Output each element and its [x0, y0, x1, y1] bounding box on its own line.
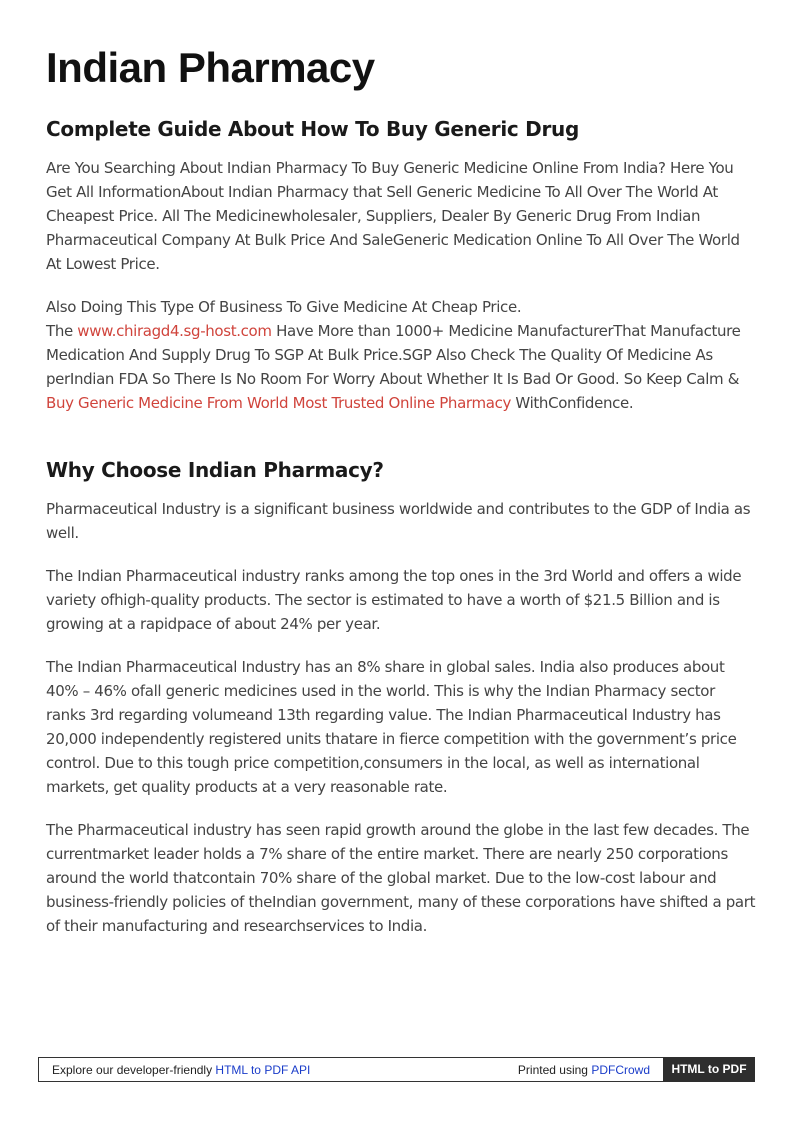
business-middle: Have More than 1000+ Medicine ManufacturerThat Manufacture Medication And Supply Drug To SGP At Bulk Price.SGP Also Check The Quality Of Medicine As perIndian FDA So There Is No Room For Worry About Whether It Is Bad Or Good. So Keep Calm & — [46, 322, 741, 388]
footer-explore — [52, 1063, 310, 1077]
footer-printed — [518, 1063, 650, 1077]
business-line-1: Also Doing This Type Of Business To Give Medicine At Cheap Price. — [46, 298, 522, 316]
html-to-pdf-api-link[interactable]: HTML to PDF API — [215, 1063, 311, 1077]
why-paragraph-2: The Indian Pharmaceutical industry ranks among the top ones in the 3rd World and offers a wide variety ofhigh-quality products. The sector is estimated to have a worth of $21.5 Billion and is growing at a rapidpace of about 24% per year. — [46, 567, 742, 633]
why-paragraph-3: The Indian Pharmaceutical Industry has an 8% share in global sales. India also produces about 40% – 46% ofall generic medicines used in the world. This is why the Indian Pharmacy sector ranks 3rd regarding volumeand 13th regarding value. The Indian Pharmaceutical Industry has 20,000 independently registered units thatare in fierce competition with the government’s price control. Due to this tough price competition,consumers in the local, as well as international markets, get quality products at a very reasonable rate. — [46, 658, 737, 796]
buy-generic-link[interactable]: Buy Generic Medicine From World Most Trusted Online Pharmacy — [46, 394, 511, 412]
why-paragraph-4: The Pharmaceutical industry has seen rapid growth around the globe in the last few decades. The currentmarket leader holds a 7% share of the entire market. There are nearly 250 corporations around the world thatcontain 70% share of the global market. Due to the low-cost labour and business-friendly policies of theIndian government, many of these corporations have shifted a part of their manufacturing and researchservices to India. — [46, 821, 756, 935]
section-heading-why: Why Choose Indian Pharmacy? — [46, 458, 384, 482]
pdfcrowd-footer — [38, 1057, 755, 1082]
business-paragraph — [46, 295, 756, 415]
footer-explore-text: Explore our developer-friendly — [52, 1063, 216, 1077]
why-paragraph-1: Pharmaceutical Industry is a significant business worldwide and contributes to the GDP of India as well. — [46, 500, 751, 542]
business-the: The — [46, 322, 78, 340]
html-to-pdf-button[interactable]: HTML to PDF — [663, 1057, 755, 1082]
section-heading-guide: Complete Guide About How To Buy Generic Drug — [46, 117, 579, 141]
page-title: Indian Pharmacy — [46, 44, 375, 91]
site-link[interactable]: www.chiragd4.sg-host.com — [77, 322, 272, 340]
intro-paragraph: Are You Searching About Indian Pharmacy To Buy Generic Medicine Online From India? Here You Get All InformationAbout Indian Pharmacy that Sell Generic Medicine To All Over The World At Cheapest Price. All The Medicinewholesaler, Suppliers, Dealer By Generic Drug From Indian Pharmaceutical Company At Bulk Price And SaleGeneric Medication Online To All Over The World At Lowest Price. — [46, 159, 740, 273]
document-body — [46, 44, 756, 957]
footer-printed-text: Printed using — [517, 1063, 592, 1077]
business-end: WithConfidence. — [511, 394, 634, 412]
pdfcrowd-link[interactable]: PDFCrowd — [591, 1063, 650, 1077]
